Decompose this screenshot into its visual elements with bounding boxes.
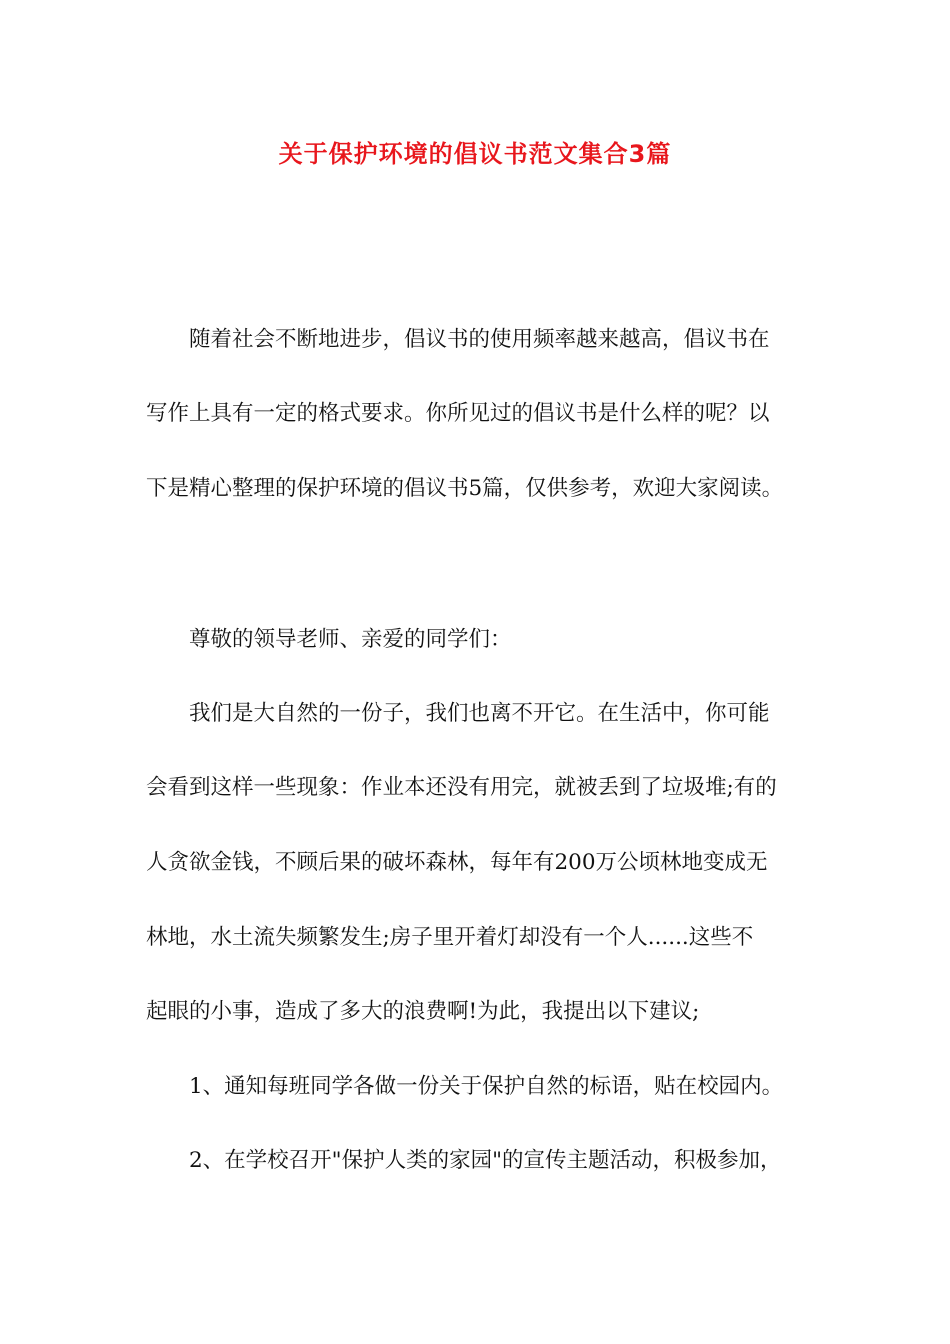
paragraph-line: 人贪欲金钱，不顾后果的破坏森林，每年有200万公顷林地变成无	[146, 850, 768, 875]
list-item: 1、通知每班同学各做一份关于保护自然的标语，贴在校园内。	[189, 1074, 784, 1099]
paragraph-line: 林地，水土流失频繁发生;房子里开着灯却没有一个人......这些不	[146, 925, 754, 950]
paragraph-line: 随着社会不断地进步，倡议书的使用频率越来越高，倡议书在	[189, 327, 770, 352]
paragraph-line: 起眼的小事，造成了多大的浪费啊!为此，我提出以下建议;	[146, 999, 700, 1024]
salutation-line: 尊敬的领导老师、亲爱的同学们：	[189, 627, 512, 652]
paragraph-line: 我们是大自然的一份子，我们也离不开它。在生活中，你可能	[189, 701, 770, 726]
document-title: 关于保护环境的倡议书范文集合3篇	[278, 140, 672, 168]
paragraph-line: 下是精心整理的保护环境的倡议书5篇，仅供参考，欢迎大家阅读。	[146, 476, 784, 501]
list-item: 2、在学校召开"保护人类的家园"的宣传主题活动，积极参加，	[189, 1148, 782, 1173]
paragraph-line: 会看到这样一些现象：作业本还没有用完，就被丢到了垃圾堆;有的	[146, 775, 777, 800]
paragraph-line: 写作上具有一定的格式要求。你所见过的倡议书是什么样的呢？以	[146, 401, 770, 426]
